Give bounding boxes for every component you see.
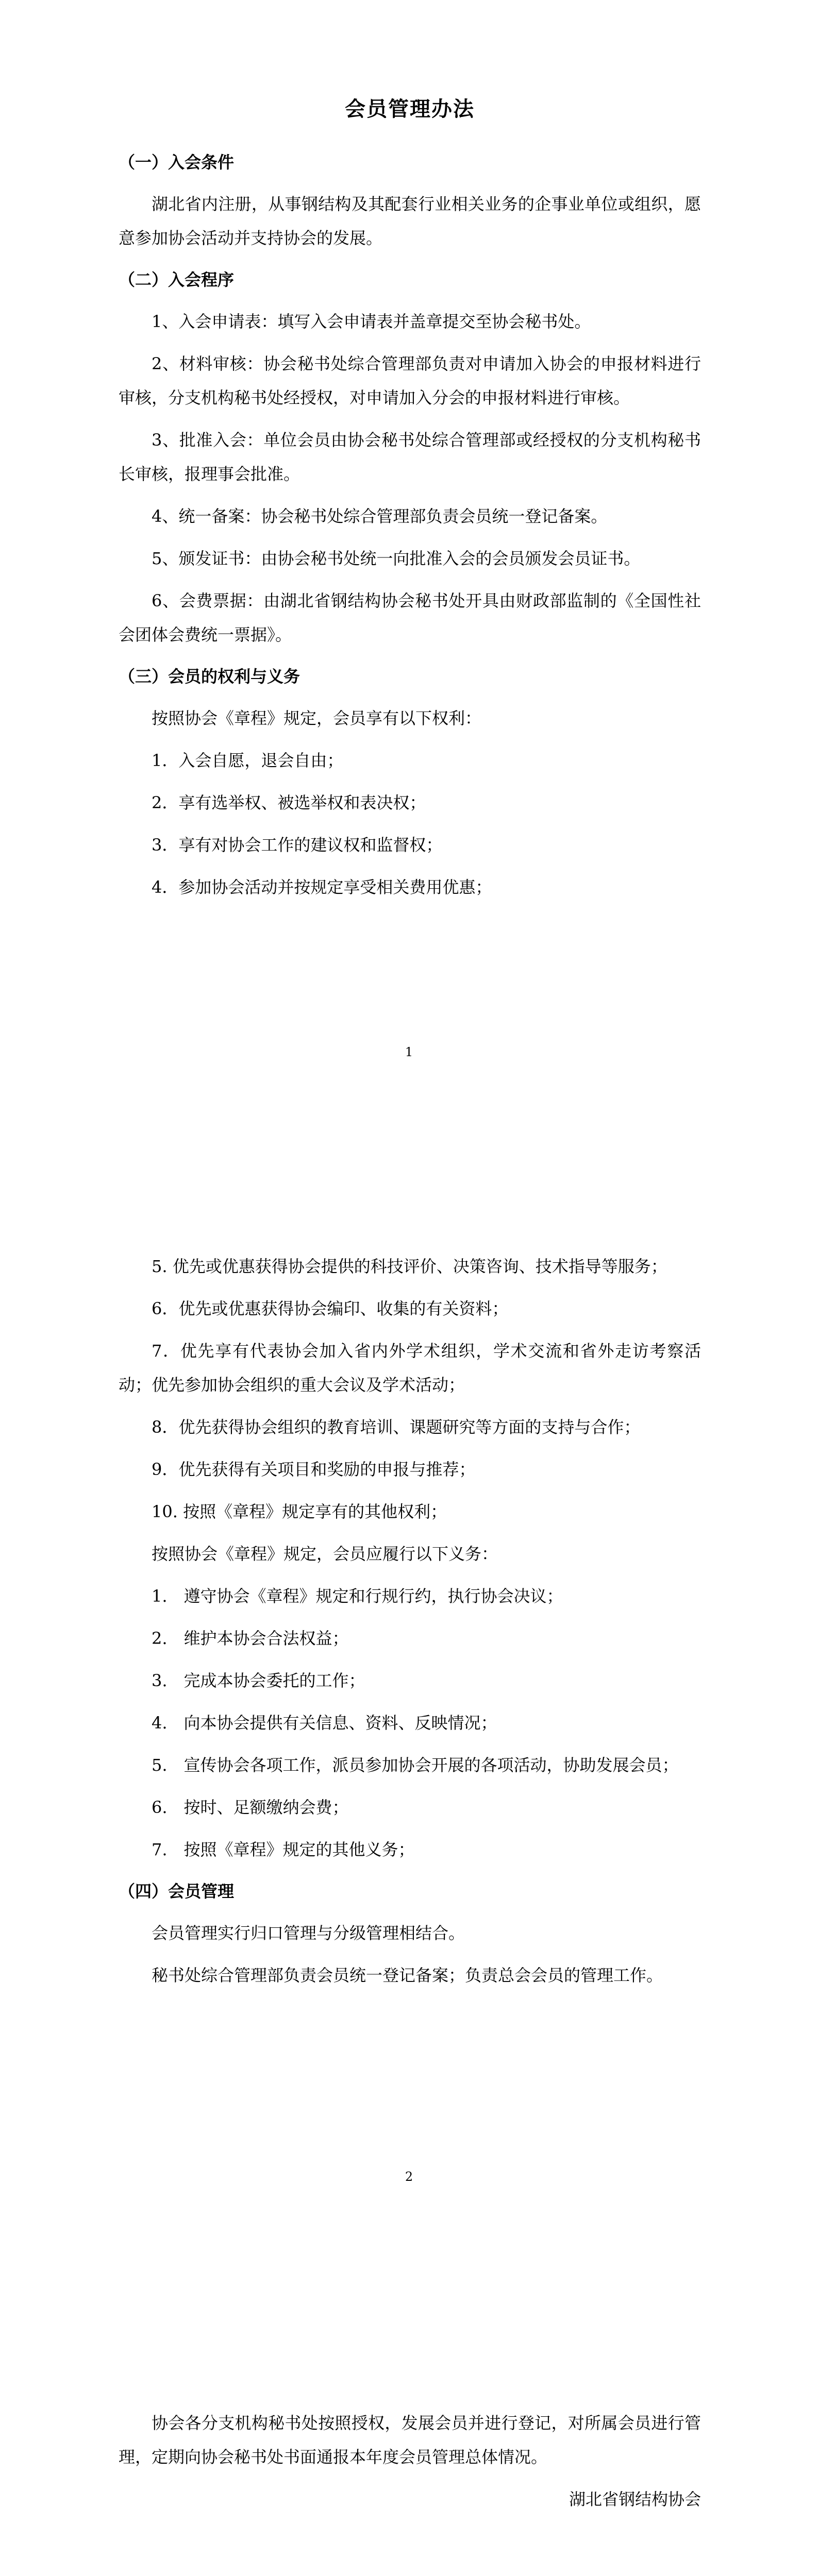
rights-item-1: 1．入会自愿，退会自由； <box>152 751 344 770</box>
signature-organization: 湖北省钢结构协会 <box>569 2489 701 2509</box>
page-3-content <box>119 2406 701 2516</box>
duties-item-7: 7. 按照《章程》规定的其他义务； <box>152 1840 415 1859</box>
procedure-item-3: 3、批准入会：单位会员由协会秘书处综合管理部或经授权的分支机构秘书长审核，报理事会批准。 <box>119 430 701 484</box>
membership-conditions-text: 湖北省内注册，从事钢结构及其配套行业相关业务的企事业单位或组织，愿意参加协会活动并支持协会的发展。 <box>119 194 701 248</box>
document-page-1 <box>0 0 818 1157</box>
rights-item-7: 7．优先享有代表协会加入省内外学术组织，学术交流和省外走访考察活动；优先参加协会组织的重大会议及学术活动； <box>119 1341 701 1395</box>
procedure-item-6: 6、会费票据：由湖北省钢结构协会秘书处开具由财政部监制的《全国性社会团体会费统一票据》。 <box>119 591 701 645</box>
page-number-2: 2 <box>405 2170 413 2184</box>
duties-item-3: 3. 完成本协会委托的工作； <box>152 1671 365 1690</box>
branch-management-paragraph: 协会各分支机构秘书处按照授权，发展会员并进行登记，对所属会员进行管理，定期向协会秘书处书面通报本年度会员管理总体情况。 <box>119 2413 701 2467</box>
management-paragraph-1: 会员管理实行归口管理与分级管理相结合。 <box>152 1923 465 1943</box>
rights-intro: 按照协会《章程》规定，会员享有以下权利： <box>152 708 482 728</box>
duties-item-1: 1. 遵守协会《章程》规定和行规行约，执行协会决议； <box>152 1586 563 1606</box>
duties-intro: 按照协会《章程》规定，会员应履行以下义务： <box>152 1544 498 1564</box>
section-heading-membership-procedure: （二）入会程序 <box>119 270 235 290</box>
management-paragraph-2: 秘书处综合管理部负责会员统一登记备案；负责总会会员的管理工作。 <box>152 1965 663 1985</box>
rights-item-5: 5. 优先或优惠获得协会提供的科技评价、决策咨询、技术指导等服务； <box>152 1257 667 1276</box>
procedure-item-1: 1、入会申请表：填写入会申请表并盖章提交至协会秘书处。 <box>152 312 591 331</box>
rights-item-2: 2．享有选举权、被选举权和表决权； <box>152 793 426 812</box>
section-heading-member-management: （四）会员管理 <box>119 1882 235 1901</box>
rights-item-9: 9．优先获得有关项目和奖励的申报与推荐； <box>152 1460 476 1479</box>
document-page-3 <box>0 2313 818 2576</box>
section-heading-membership-conditions: （一）入会条件 <box>119 152 235 172</box>
page-2-content <box>119 1249 701 2001</box>
duties-item-6: 6. 按时、足额缴纳会费； <box>152 1798 349 1817</box>
duties-item-2: 2. 维护本协会合法权益； <box>152 1629 349 1648</box>
rights-item-6: 6．优先或优惠获得协会编印、收集的有关资料； <box>152 1299 509 1318</box>
document-title: 会员管理办法 <box>345 97 475 121</box>
rights-item-10: 10. 按照《章程》规定享有的其他权利； <box>152 1502 447 1521</box>
rights-item-4: 4．参加协会活动并按规定享受相关费用优惠； <box>152 877 492 897</box>
page-number-1: 1 <box>405 1045 413 1059</box>
page-1-content <box>119 93 701 912</box>
procedure-item-5: 5、颁发证书：由协会秘书处统一向批准入会的会员颁发会员证书。 <box>152 549 641 568</box>
duties-item-4: 4. 向本协会提供有关信息、资料、反映情况； <box>152 1713 497 1733</box>
procedure-item-4: 4、统一备案：协会秘书处综合管理部负责会员统一登记备案。 <box>152 506 608 526</box>
rights-item-8: 8．优先获得协会组织的教育培训、课题研究等方面的支持与合作； <box>152 1417 641 1437</box>
rights-item-3: 3．享有对协会工作的建议权和监督权； <box>152 835 443 855</box>
document-page-2 <box>0 1157 818 2313</box>
procedure-item-2: 2、材料审核：协会秘书处综合管理部负责对申请加入协会的申报材料进行审核，分支机构秘书处经授权，对申请加入分会的申报材料进行审核。 <box>119 354 701 408</box>
section-heading-rights-duties: （三）会员的权利与义务 <box>119 667 301 686</box>
duties-item-5: 5. 宣传协会各项工作，派员参加协会开展的各项活动，协助发展会员； <box>152 1755 679 1775</box>
